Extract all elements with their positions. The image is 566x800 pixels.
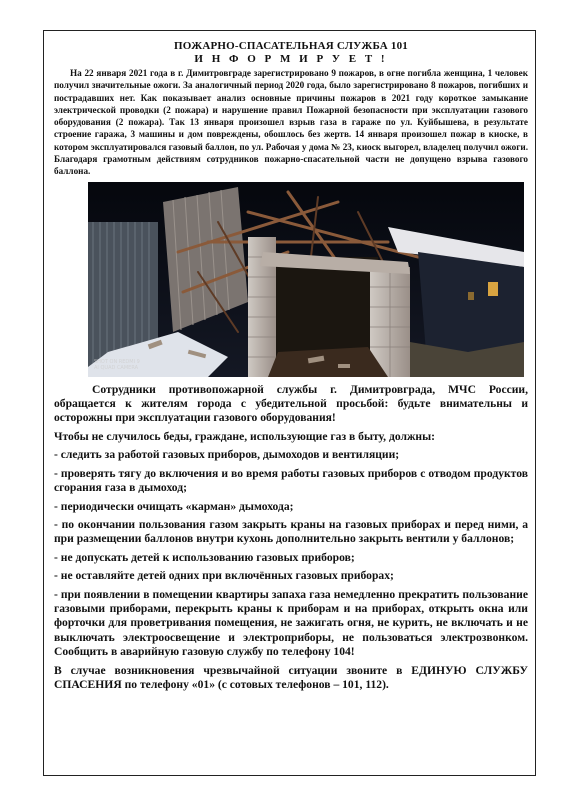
explosion-photo — [88, 182, 524, 377]
document-title: ПОЖАРНО-СПАСАТЕЛЬНАЯ СЛУЖБА 101 — [174, 40, 408, 52]
rule-item: - следить за работой газовых приборов, дымоходов и вентиляции; — [54, 448, 400, 462]
rule-item: - не допускать детей к использованию газовых приборов; — [54, 550, 355, 564]
camera-watermark-line-1: SHOT ON REDMI 9 — [94, 358, 140, 365]
emergency-call-paragraph: В случае возникновения чрезвычайной ситуации звоните в ЕДИНУЮ СЛУЖБУ СПАСЕНИЯ по телефону «01» (с сотовых телефонов – 101, 112). — [54, 663, 528, 691]
explosion-photo-illustration — [88, 182, 524, 377]
intro-paragraph: На 22 января 2021 года в г. Димитровграде зарегистрировано 9 пожаров, в огне погибла женщина, 1 человек получил значительные ожоги. За аналогичный период 2020 года, было зарегистрировано 8 пожаров, погибших и пострадавших нет. Как показывает анализ основные причины пожаров в 2021 году короткое замыкание электрической проводки (2 пожара) и нарушение правил Пожарной безопасности при эксплуатации газового оборудования (2 пожара). Так 13 января произошел взрыв газа в гараже по ул. Куйбышева, в результате строение гаража, 3 машины и дом повреждены, обошлось без жертв. 14 января произошел пожар в киоске, в котором эксплуатировался газовый баллон, по ул. Рабочая у дома № 23, киоск выгорел, владелец получил ожоги. Благодаря грамотным действиям сотрудников пожарно-спасательной части не допущено взрыва газового баллона. — [54, 68, 528, 177]
rule-item: - проверять тягу до включения и во время работы газовых приборов с отводом продуктов сгорания газа в дымоход; — [54, 466, 528, 495]
rule-item: - периодически очищать «карман» дымохода; — [54, 499, 294, 513]
rule-item: - по окончании пользования газом закрыть краны на газовых приборах и перед ними, а при размещении баллонов внутри кухонь дополнительно закрыть вентили у баллонов; — [54, 517, 528, 546]
rules-intro: Чтобы не случилось беды, граждане, использующие газ в быту, должны: — [54, 429, 435, 443]
camera-watermark — [94, 359, 140, 371]
appeal-paragraph: Сотрудники противопожарной службы г. Димитровграда, МЧС России, обращается к жителям города с убедительной просьбой: будьте внимательны и осторожны при эксплуатации газового оборудования! — [54, 382, 528, 425]
camera-watermark-line-2: AI QUAD CAMERA — [94, 364, 139, 371]
rule-item: - не оставляйте детей одних при включённых газовых приборах; — [54, 569, 394, 583]
rule-item: - при появлении в помещении квартиры запаха газа немедленно прекратить пользование газовыми приборами, перекрыть краны к приборам и на приборах, открыть окна или форточки для проветривания помещения, не зажигать огня, не курить, не включать и не выключать электроосвещение и электроприборы, не пользоваться электрозвонком. Сообщить в аварийную газовую службу по телефону 104! — [54, 587, 528, 659]
document-subtitle: И Н Ф О Р М И Р У Е Т ! — [194, 53, 388, 65]
document-content — [54, 40, 528, 692]
